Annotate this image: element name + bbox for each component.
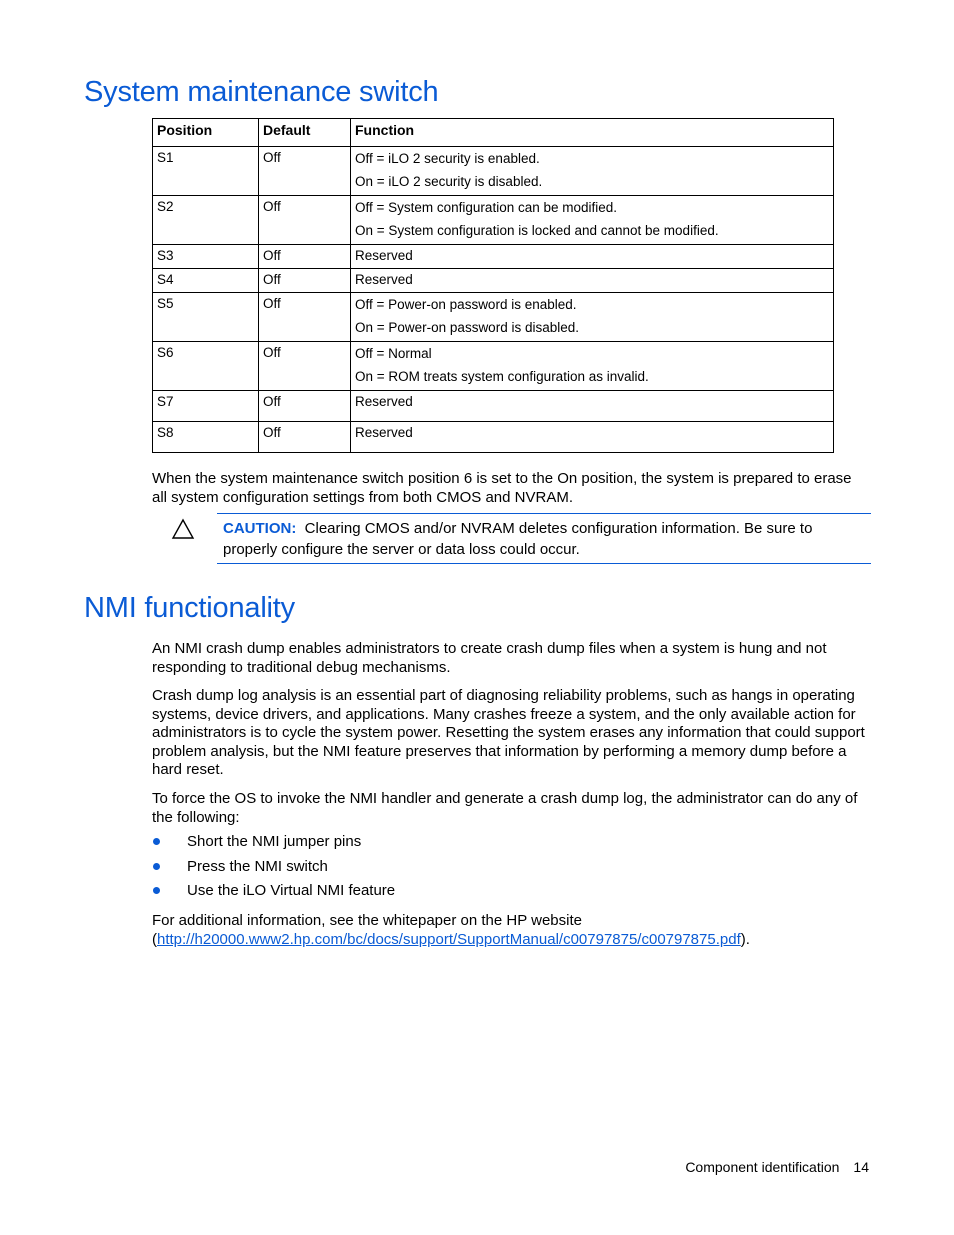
cell-default: Off bbox=[259, 245, 351, 269]
caution-text: Clearing CMOS and/or NVRAM deletes configuration information. Be sure to properly configure the server or data loss could occur. bbox=[223, 520, 813, 558]
cell-function bbox=[351, 196, 834, 245]
cell-function bbox=[351, 147, 834, 196]
cell-position: S1 bbox=[153, 147, 259, 196]
page-footer bbox=[685, 1159, 869, 1175]
cell-position: S6 bbox=[153, 342, 259, 391]
bullet-icon bbox=[153, 838, 160, 845]
bullet-icon bbox=[153, 887, 160, 894]
cell-function: Reserved bbox=[351, 422, 834, 453]
cell-function: Reserved bbox=[351, 269, 834, 293]
function-line: Off = iLO 2 security is enabled. bbox=[355, 151, 540, 166]
list-item bbox=[152, 857, 395, 882]
cell-function: Reserved bbox=[351, 245, 834, 269]
table-row bbox=[153, 342, 834, 391]
list-item-text: Use the iLO Virtual NMI feature bbox=[187, 882, 396, 899]
header-default: Default bbox=[259, 119, 351, 147]
cell-position: S5 bbox=[153, 293, 259, 342]
table-row bbox=[153, 269, 834, 293]
switch-table bbox=[152, 118, 834, 453]
table-row bbox=[153, 391, 834, 422]
caution-label: CAUTION: bbox=[223, 520, 297, 537]
cell-position: S2 bbox=[153, 196, 259, 245]
cell-default: Off bbox=[259, 391, 351, 422]
cell-default: Off bbox=[259, 342, 351, 391]
table-row bbox=[153, 245, 834, 269]
nmi-options-list bbox=[152, 832, 395, 906]
cell-default: Off bbox=[259, 269, 351, 293]
list-item bbox=[152, 832, 395, 857]
cell-position: S8 bbox=[153, 422, 259, 453]
whitepaper-link[interactable]: http://h20000.www2.hp.com/bc/docs/support/SupportManual/c00797875/c00797875.pdf bbox=[157, 930, 741, 948]
paren-close: ). bbox=[740, 930, 750, 948]
bullet-icon bbox=[153, 863, 160, 870]
cell-default: Off bbox=[259, 422, 351, 453]
function-line: Off = Power-on password is enabled. bbox=[355, 297, 577, 312]
table-row bbox=[153, 196, 834, 245]
paren-open: ( bbox=[152, 930, 157, 948]
list-item-text: Press the NMI switch bbox=[187, 857, 328, 875]
header-function: Function bbox=[351, 119, 834, 147]
function-line: Off = Normal bbox=[355, 346, 432, 361]
switch-reset-paragraph: When the system maintenance switch position 6 is set to the On position, the system is prepared to erase all system configuration settings from both CMOS and NVRAM. bbox=[152, 470, 852, 506]
section-title-system-maintenance-switch: System maintenance switch bbox=[84, 76, 439, 108]
cell-position: S4 bbox=[153, 269, 259, 293]
function-line: On = ROM treats system configuration as invalid. bbox=[355, 369, 649, 384]
cell-default: Off bbox=[259, 196, 351, 245]
cell-position: S3 bbox=[153, 245, 259, 269]
cell-function bbox=[351, 342, 834, 391]
page-number: 14 bbox=[853, 1159, 869, 1175]
table-row bbox=[153, 422, 834, 453]
additional-info-paragraph bbox=[152, 912, 870, 949]
force-os-paragraph: To force the OS to invoke the NMI handler and generate a crash dump log, the administrator can do any of the following: bbox=[152, 790, 858, 826]
nmi-intro-paragraph: An NMI crash dump enables administrators to create crash dump files when a system is hung and not responding to traditional debug mechanisms. bbox=[152, 640, 827, 676]
function-line: On = Power-on password is disabled. bbox=[355, 320, 579, 335]
table-row bbox=[153, 147, 834, 196]
list-item bbox=[152, 881, 395, 906]
section-title-nmi-functionality: NMI functionality bbox=[84, 592, 295, 624]
cell-default: Off bbox=[259, 293, 351, 342]
cell-position: S7 bbox=[153, 391, 259, 422]
footer-section-name: Component identification bbox=[685, 1159, 840, 1175]
header-position: Position bbox=[153, 119, 259, 147]
function-line: On = iLO 2 security is disabled. bbox=[355, 174, 543, 189]
table-row bbox=[153, 293, 834, 342]
function-line: Off = System configuration can be modified. bbox=[355, 200, 618, 215]
caution-triangle-icon bbox=[171, 518, 195, 540]
list-item-text: Short the NMI jumper pins bbox=[187, 833, 362, 850]
caution-box bbox=[217, 513, 871, 564]
crash-dump-paragraph: Crash dump log analysis is an essential part of diagnosing reliability problems, such as hangs in operating systems, device drivers, and applications. Many crashes freeze a system, and the only available action for administrators is to cycle the system power. Resetting the system erases any information that could support problem analysis, but the NMI feature preserves that information by performing a memory dump before a hard reset. bbox=[152, 687, 865, 778]
additional-info-text: For additional information, see the whitepaper on the HP website bbox=[152, 912, 582, 929]
cell-default: Off bbox=[259, 147, 351, 196]
table-header-row bbox=[153, 119, 834, 147]
cell-function bbox=[351, 293, 834, 342]
cell-function: Reserved bbox=[351, 391, 834, 422]
function-line: On = System configuration is locked and cannot be modified. bbox=[355, 223, 719, 238]
